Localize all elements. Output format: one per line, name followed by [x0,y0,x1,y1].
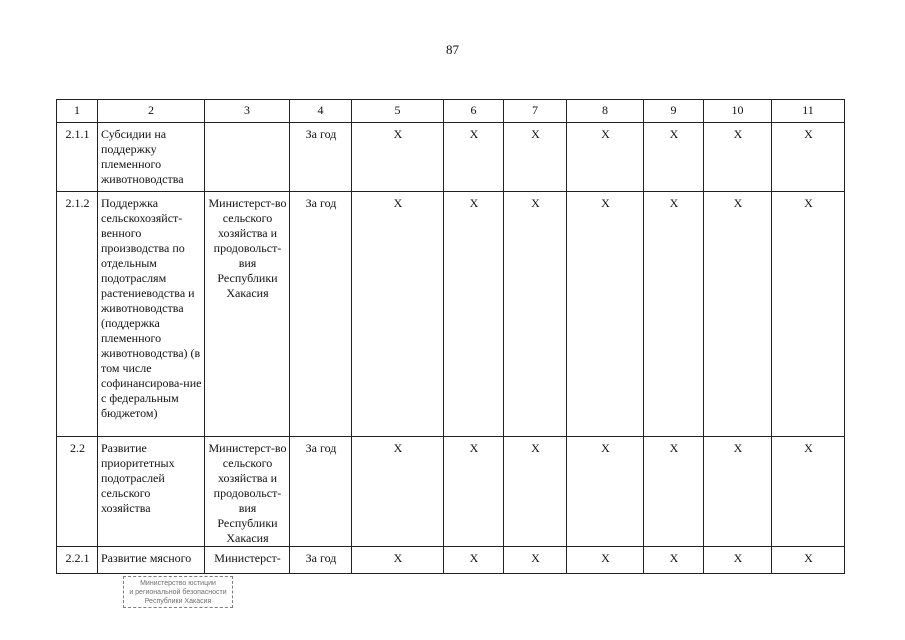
page-number: 87 [446,42,459,57]
row-number-cell: 2.2.1 [57,547,98,574]
measure-name-cell: Субсидии на поддержку племенного животноводства [98,123,205,192]
column-header: 4 [290,100,352,123]
value-cell: X [567,123,644,192]
value-cell: X [444,123,504,192]
value-cell: X [567,192,644,437]
period-cell: За год [290,123,352,192]
stamp-line: Республики Хакасия [144,598,212,605]
value-cell: X [444,192,504,437]
value-cell: X [352,192,444,437]
registration-stamp [123,576,233,608]
responsible-cell: Министерст- [205,547,290,574]
value-cell: X [504,123,567,192]
table-row [57,437,845,547]
table-row [57,123,845,192]
value-cell: X [644,123,704,192]
value-cell: X [504,192,567,437]
column-header: 10 [704,100,772,123]
row-number-cell: 2.1.2 [57,192,98,437]
measure-name-cell: Развитие мясного [98,547,205,574]
value-cell: X [352,547,444,574]
value-cell: X [444,547,504,574]
value-cell: X [567,547,644,574]
value-cell: X [644,437,704,547]
stamp-line: и региональной безопасности [129,589,227,596]
value-cell: X [352,123,444,192]
period-cell: За год [290,437,352,547]
value-cell: X [704,437,772,547]
row-number-cell: 2.2 [57,437,98,547]
period-cell: За год [290,547,352,574]
column-header: 7 [504,100,567,123]
value-cell: X [644,547,704,574]
responsible-cell: Министерст-во сельского хозяйства и продовольст-вия Республики Хакасия [205,437,290,547]
value-cell: X [704,192,772,437]
column-header: 1 [57,100,98,123]
data-table [56,99,845,574]
measure-name-cell: Поддержка сельскохозяйст-венного производства по отдельным подотраслям растениеводства и животноводства (поддержка племенного животноводства) (в том числе софинансирова-ние с федеральным бюджетом) [98,192,205,437]
responsible-cell [205,123,290,192]
table-row [57,547,845,574]
value-cell: X [644,192,704,437]
value-cell: X [504,547,567,574]
measure-name-cell: Развитие приоритетных подотраслей сельского хозяйства [98,437,205,547]
header-row [57,100,845,123]
value-cell: X [504,437,567,547]
column-header: 2 [98,100,205,123]
value-cell: X [704,547,772,574]
stamp-line: Министерство юстиции [140,580,216,587]
column-header: 11 [772,100,845,123]
table-row [57,192,845,437]
row-number-cell: 2.1.1 [57,123,98,192]
value-cell: X [567,437,644,547]
value-cell: X [772,437,845,547]
value-cell: X [772,192,845,437]
column-header: 6 [444,100,504,123]
value-cell: X [772,547,845,574]
value-cell: X [772,123,845,192]
column-header: 3 [205,100,290,123]
value-cell: X [704,123,772,192]
period-cell: За год [290,192,352,437]
column-header: 8 [567,100,644,123]
column-header: 9 [644,100,704,123]
value-cell: X [352,437,444,547]
value-cell: X [444,437,504,547]
column-header: 5 [352,100,444,123]
responsible-cell: Министерст-во сельского хозяйства и продовольст-вия Республики Хакасия [205,192,290,437]
